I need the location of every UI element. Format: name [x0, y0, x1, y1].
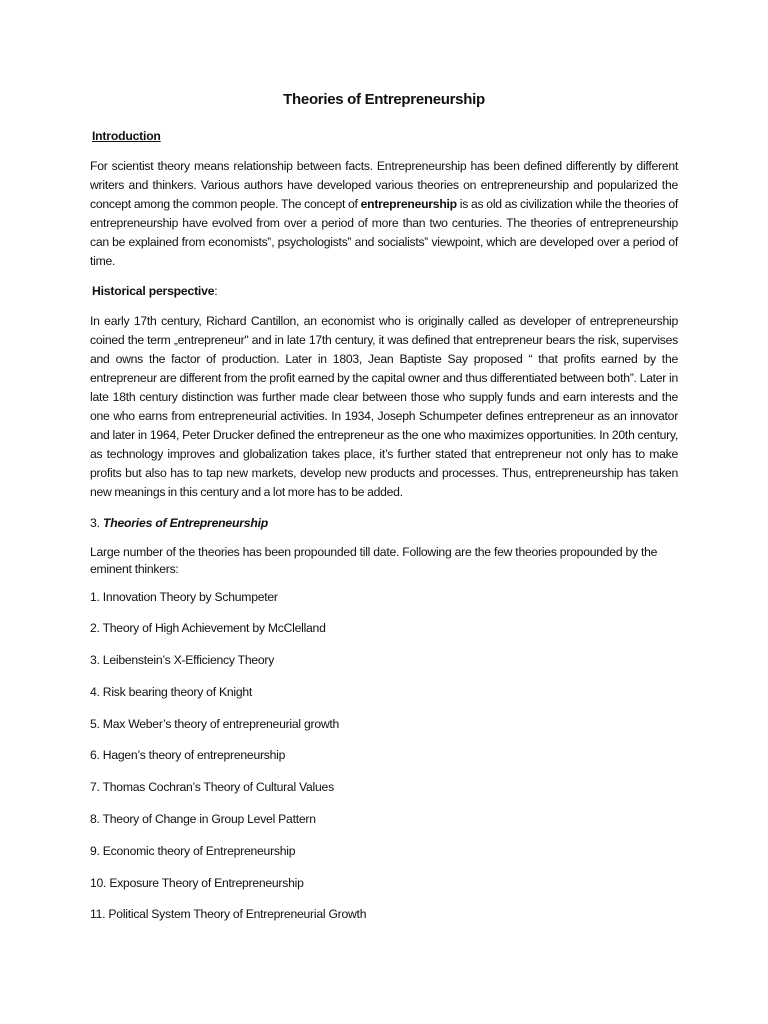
list-item: 11. Political System Theory of Entrepreneurial Growth	[90, 907, 367, 922]
list-item: 3. Leibenstein’s X-Efficiency Theory	[90, 653, 275, 668]
section3-lead-paragraph: Large number of the theories has been propounded till date. Following are the few theories propounded by the eminent thinkers:	[90, 544, 658, 576]
introduction-text-start: For scientist theory means relationship between facts. Entrepreneurship has been defined differently by different writers and thinkers. Various authors have developed various theories on entrepreneurship and popularized the concept among the common people. The concept of	[90, 159, 678, 211]
list-item: 8. Theory of Change in Group Level Pattern	[90, 812, 316, 827]
introduction-text-end: is as old as civilization while the theories of entrepreneurship have evolved from over a period of more than two centuries. The theories of entrepreneurship can be explained from economists‟, psychologists‟ and socialists‟ viewpoint, which are developed over a period of time.	[90, 196, 678, 268]
historical-heading-colon: :	[214, 284, 218, 299]
list-item: 5. Max Weber’s theory of entrepreneurial growth	[90, 716, 340, 731]
list-item: 2. Theory of High Achievement by McClelland	[90, 621, 326, 636]
historical-paragraph: In early 17th century, Richard Cantillon, an economist who is originally called as developer of entrepreneurship coined the term „entrepreneur" and in late 17th century, it was defined that entrepreneur bears the risk, supervises and owns the factor of production. Later in 1803, Jean Baptiste Say proposed “ that profits earned by the entrepreneur are different from the profit earned by the capital owner and thus differentiated between both”. Later in late 18th century distinction was further made clear between those who supply funds and earn interests and the one who earns from entrepreneurial activities. In 1934, Joseph Schumpeter defines entrepreneur as an innovator and later in 1964, Peter Drucker defined the entrepreneur as the one who maximizes opportunities. In 20th century, as technology improves and globalization takes place, it’s further stated that entrepreneur not only has to make profits but also has to tap new markets, develop new products and processes. Thus, entrepreneurship has taken new meanings in this century and a lot more has to be added.	[90, 314, 678, 499]
theories-list	[90, 590, 678, 940]
list-item: 4. Risk bearing theory of Knight	[90, 684, 253, 699]
section3-heading	[90, 516, 678, 530]
list-item: 10. Exposure Theory of Entrepreneurship	[90, 875, 304, 890]
list-item: 9. Economic theory of Entrepreneurship	[90, 843, 296, 858]
section3-title: Theories of Entrepreneurship	[102, 515, 269, 530]
historical-heading-text: Historical perspective	[92, 284, 215, 299]
list-item: 1. Innovation Theory by Schumpeter	[90, 589, 278, 604]
historical-heading	[92, 284, 678, 298]
list-item: 6. Hagen’s theory of entrepreneurship	[90, 748, 286, 763]
section3-number: 3.	[90, 515, 103, 530]
introduction-heading: Introduction	[92, 129, 161, 143]
list-item: 7. Thomas Cochran’s Theory of Cultural Values	[90, 780, 334, 795]
introduction-paragraph	[90, 157, 678, 270]
document-title: Theories of Entrepreneurship	[283, 91, 485, 108]
introduction-bold-term: entrepreneurship	[360, 196, 457, 211]
